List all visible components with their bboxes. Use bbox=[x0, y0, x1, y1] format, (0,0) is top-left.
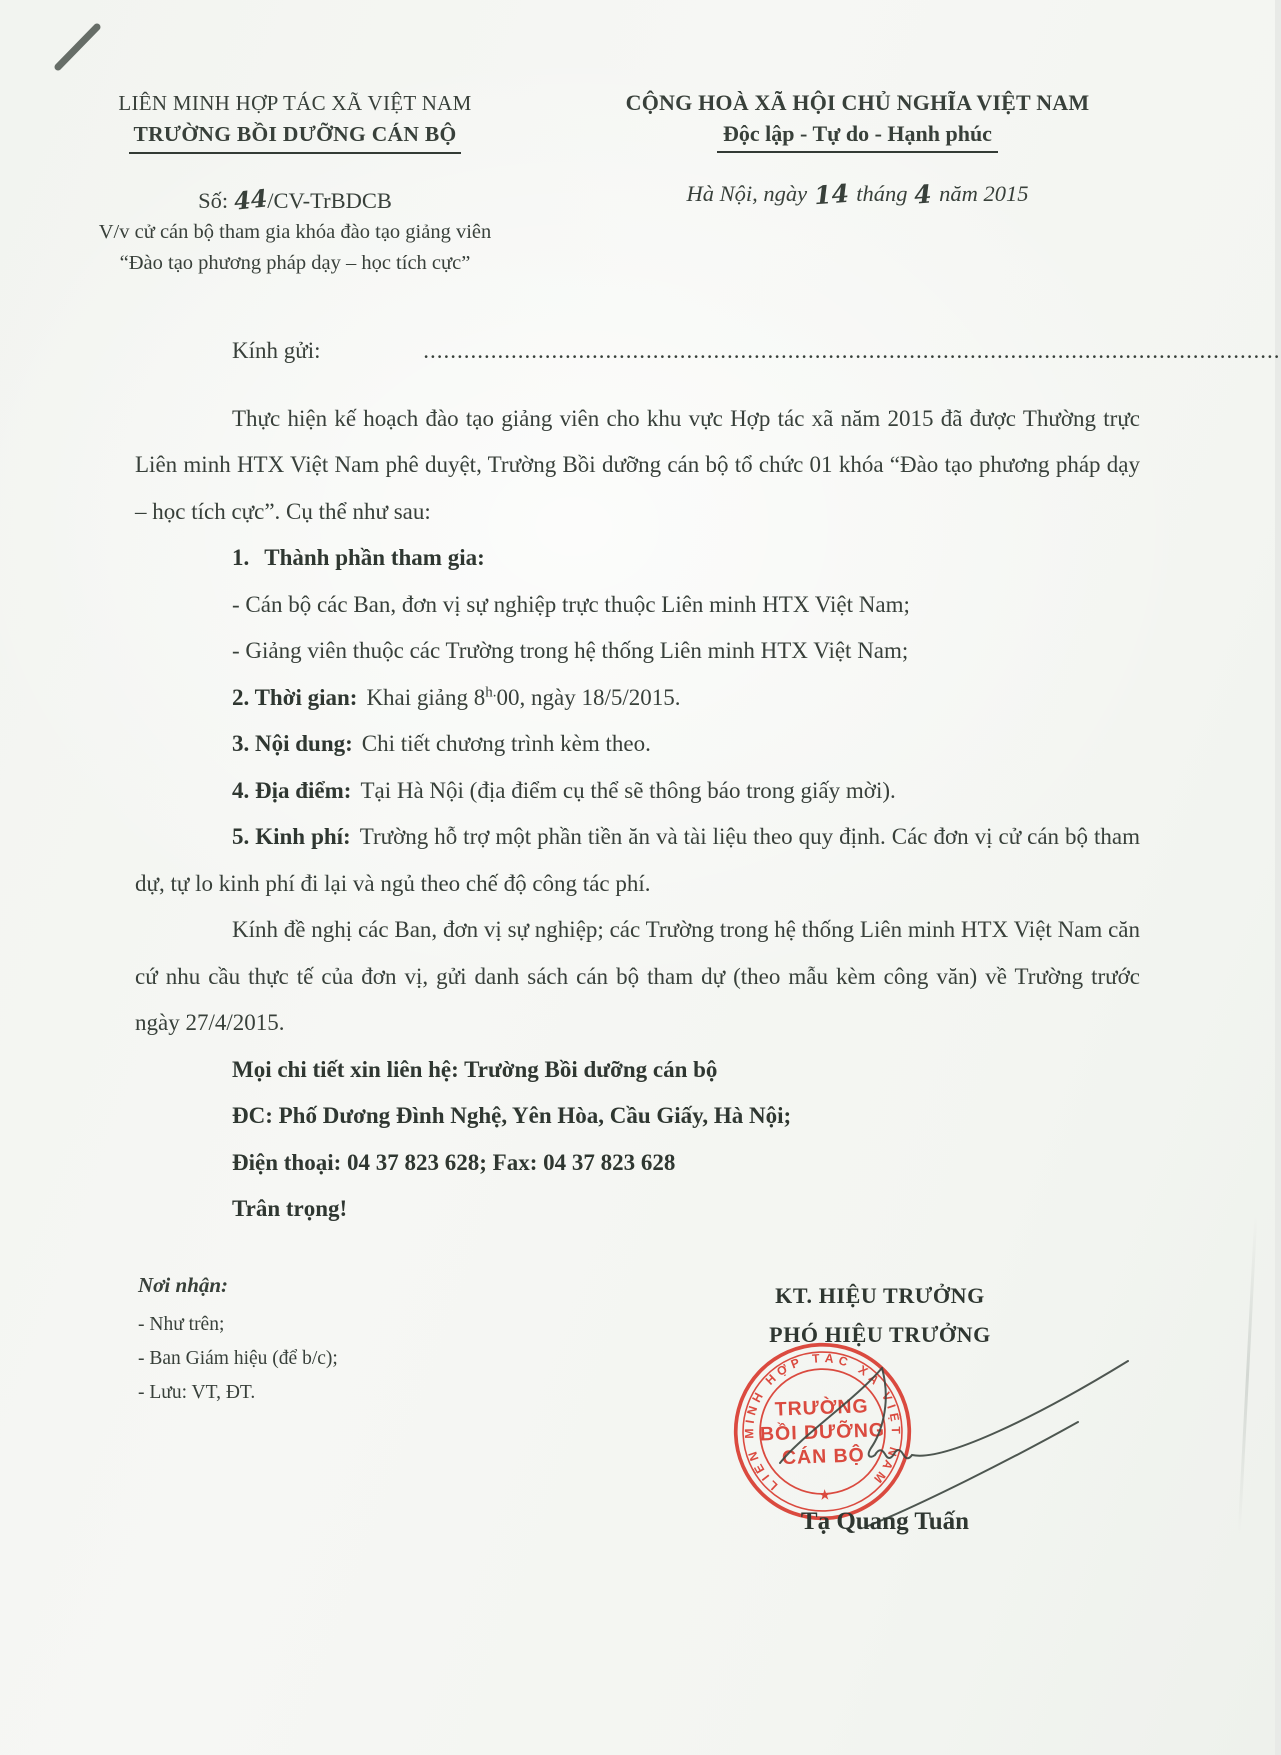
stamp-center-line3: CÁN BỘ bbox=[781, 1444, 866, 1470]
date-month-handwritten: 4 bbox=[913, 179, 933, 210]
signer-name: Tạ Quang Tuấn bbox=[800, 1508, 970, 1535]
paragraph-intro: Thực hiện kế hoạch đào tạo giảng viên cho khu vực Hợp tác xã năm 2015 đã được Thường trực Liên minh HTX Việt Nam phê duyệt, Trường Bồi dưỡng cán bộ tổ chức 01 khóa “Đào tạo phương pháp dạy – học tích cực”. Cụ thể như sau: bbox=[135, 405, 1140, 524]
item-time bbox=[135, 675, 1140, 722]
item-content bbox=[135, 721, 1140, 768]
document-number-line bbox=[70, 184, 520, 217]
recipient-item: - Như trên; bbox=[138, 1314, 225, 1335]
subject-line-2: “Đào tạo phương pháp dạy – học tích cực” bbox=[119, 251, 471, 274]
star-icon: ★ bbox=[817, 1486, 832, 1504]
recipient-item: - Lưu: VT, ĐT. bbox=[138, 1382, 256, 1403]
pen-stroke-corner-mark bbox=[48, 18, 118, 78]
item-time-date: 00, ngày 18/5/2015. bbox=[496, 684, 681, 710]
national-motto-line2: Độc lập - Tự do - Hạnh phúc bbox=[717, 121, 998, 153]
paper-crease bbox=[1238, 1215, 1258, 1535]
subject-line-1: V/v cử cán bộ tham gia khóa đào tạo giảng viên bbox=[98, 221, 492, 243]
salutation-dotted-line: ............................................................................................................................... bbox=[423, 338, 1281, 363]
salutation-line bbox=[135, 328, 1281, 375]
recipients-block bbox=[138, 1268, 338, 1410]
contact-line-3: Điện thoại: 04 37 823 628; Fax: 04 37 823 628 bbox=[232, 1149, 676, 1175]
place-date-line bbox=[545, 178, 1170, 211]
issuing-org-block bbox=[85, 88, 505, 154]
section-number: 1. bbox=[232, 545, 250, 570]
item-time-label: 2. Thời gian: bbox=[232, 684, 358, 710]
doc-number-suffix: /CV-TrBDCB bbox=[267, 188, 392, 213]
national-header-block bbox=[545, 88, 1170, 153]
doc-number-prefix: Số: bbox=[198, 188, 229, 213]
stamp-center-line2: BỒI DƯỠNG bbox=[759, 1419, 886, 1446]
date-day-handwritten: 14 bbox=[812, 178, 850, 211]
stamp-center-line1: TRƯỜNG bbox=[774, 1395, 869, 1421]
item-location-text: Tại Hà Nội (địa điểm cụ thể sẽ thông báo trong giấy mời). bbox=[360, 777, 896, 803]
document-number-block bbox=[70, 184, 520, 278]
contact-line-1: Mọi chi tiết xin liên hệ: Trường Bồi dưỡng cán bộ bbox=[232, 1056, 718, 1082]
recipient-item: - Ban Giám hiệu (để b/c); bbox=[138, 1348, 338, 1369]
section-label: Thành phần tham gia: bbox=[264, 545, 485, 570]
date-prefix: Hà Nội, ngày bbox=[686, 181, 808, 206]
signer-title-1: KT. HIỆU TRƯỞNG bbox=[775, 1283, 985, 1308]
date-suffix: năm 2015 bbox=[939, 181, 1029, 206]
item-funding-label: 5. Kinh phí: bbox=[232, 824, 351, 849]
item-location bbox=[135, 768, 1140, 815]
paragraph-request: Kính đề nghị các Ban, đơn vị sự nghiệp; các Trường trong hệ thống Liên minh HTX Việt Nam căn cứ nhu cầu thực tế của đơn vị, gửi danh sách cán bộ tham dự (theo mẫu kèm công văn) về Trường trước ngày 27/4/2015. bbox=[135, 917, 1140, 1035]
closing-regards: Trân trọng! bbox=[232, 1196, 348, 1221]
item-content-text: Chi tiết chương trình kèm theo. bbox=[361, 731, 651, 756]
national-motto-line1: CỘNG HOÀ XÃ HỘI CHỦ NGHĨA VIỆT NAM bbox=[625, 90, 1090, 115]
item-funding bbox=[135, 814, 1140, 907]
salutation-label: Kính gửi: bbox=[232, 338, 321, 363]
letter-body bbox=[135, 328, 1281, 1233]
item-time-text: Khai giảng 8 bbox=[366, 684, 486, 710]
stamp-ring-text: LIÊN MINH HỢP TÁC XÃ VIỆT NAM bbox=[742, 1351, 903, 1494]
section-heading-1 bbox=[135, 535, 1140, 582]
item-location-label: 4. Địa điểm: bbox=[232, 777, 352, 803]
signer-title-2: PHÓ HIỆU TRƯỞNG bbox=[769, 1322, 991, 1347]
official-red-stamp bbox=[722, 1331, 924, 1533]
bullet-participants-2: - Giảng viên thuộc các Trường trong hệ thống Liên minh HTX Việt Nam; bbox=[232, 638, 909, 663]
date-mid: tháng bbox=[856, 181, 908, 206]
bullet-participants-1: - Cán bộ các Ban, đơn vị sự nghiệp trực thuộc Liên minh HTX Việt Nam; bbox=[232, 591, 910, 617]
contact-line-2: ĐC: Phố Dương Đình Nghệ, Yên Hòa, Cầu Giấy, Hà Nội; bbox=[232, 1103, 792, 1128]
item-content-label: 3. Nội dung: bbox=[232, 731, 353, 756]
org-parent-name: LIÊN MINH HỢP TÁC XÃ VIỆT NAM bbox=[118, 91, 472, 115]
item-funding-text: Trường hỗ trợ một phần tiền ăn và tài liệu theo quy định. Các đơn vị cử cán bộ tham dự, tự lo kinh phí đi lại và ngủ theo chế độ công tác phí. bbox=[135, 824, 1140, 896]
superscript-hour: h. bbox=[485, 683, 497, 700]
recipients-label: Nơi nhận: bbox=[138, 1273, 229, 1297]
org-name: TRƯỜNG BỒI DƯỠNG CÁN BỘ bbox=[129, 121, 460, 154]
doc-number-handwritten: 44 bbox=[232, 183, 269, 216]
